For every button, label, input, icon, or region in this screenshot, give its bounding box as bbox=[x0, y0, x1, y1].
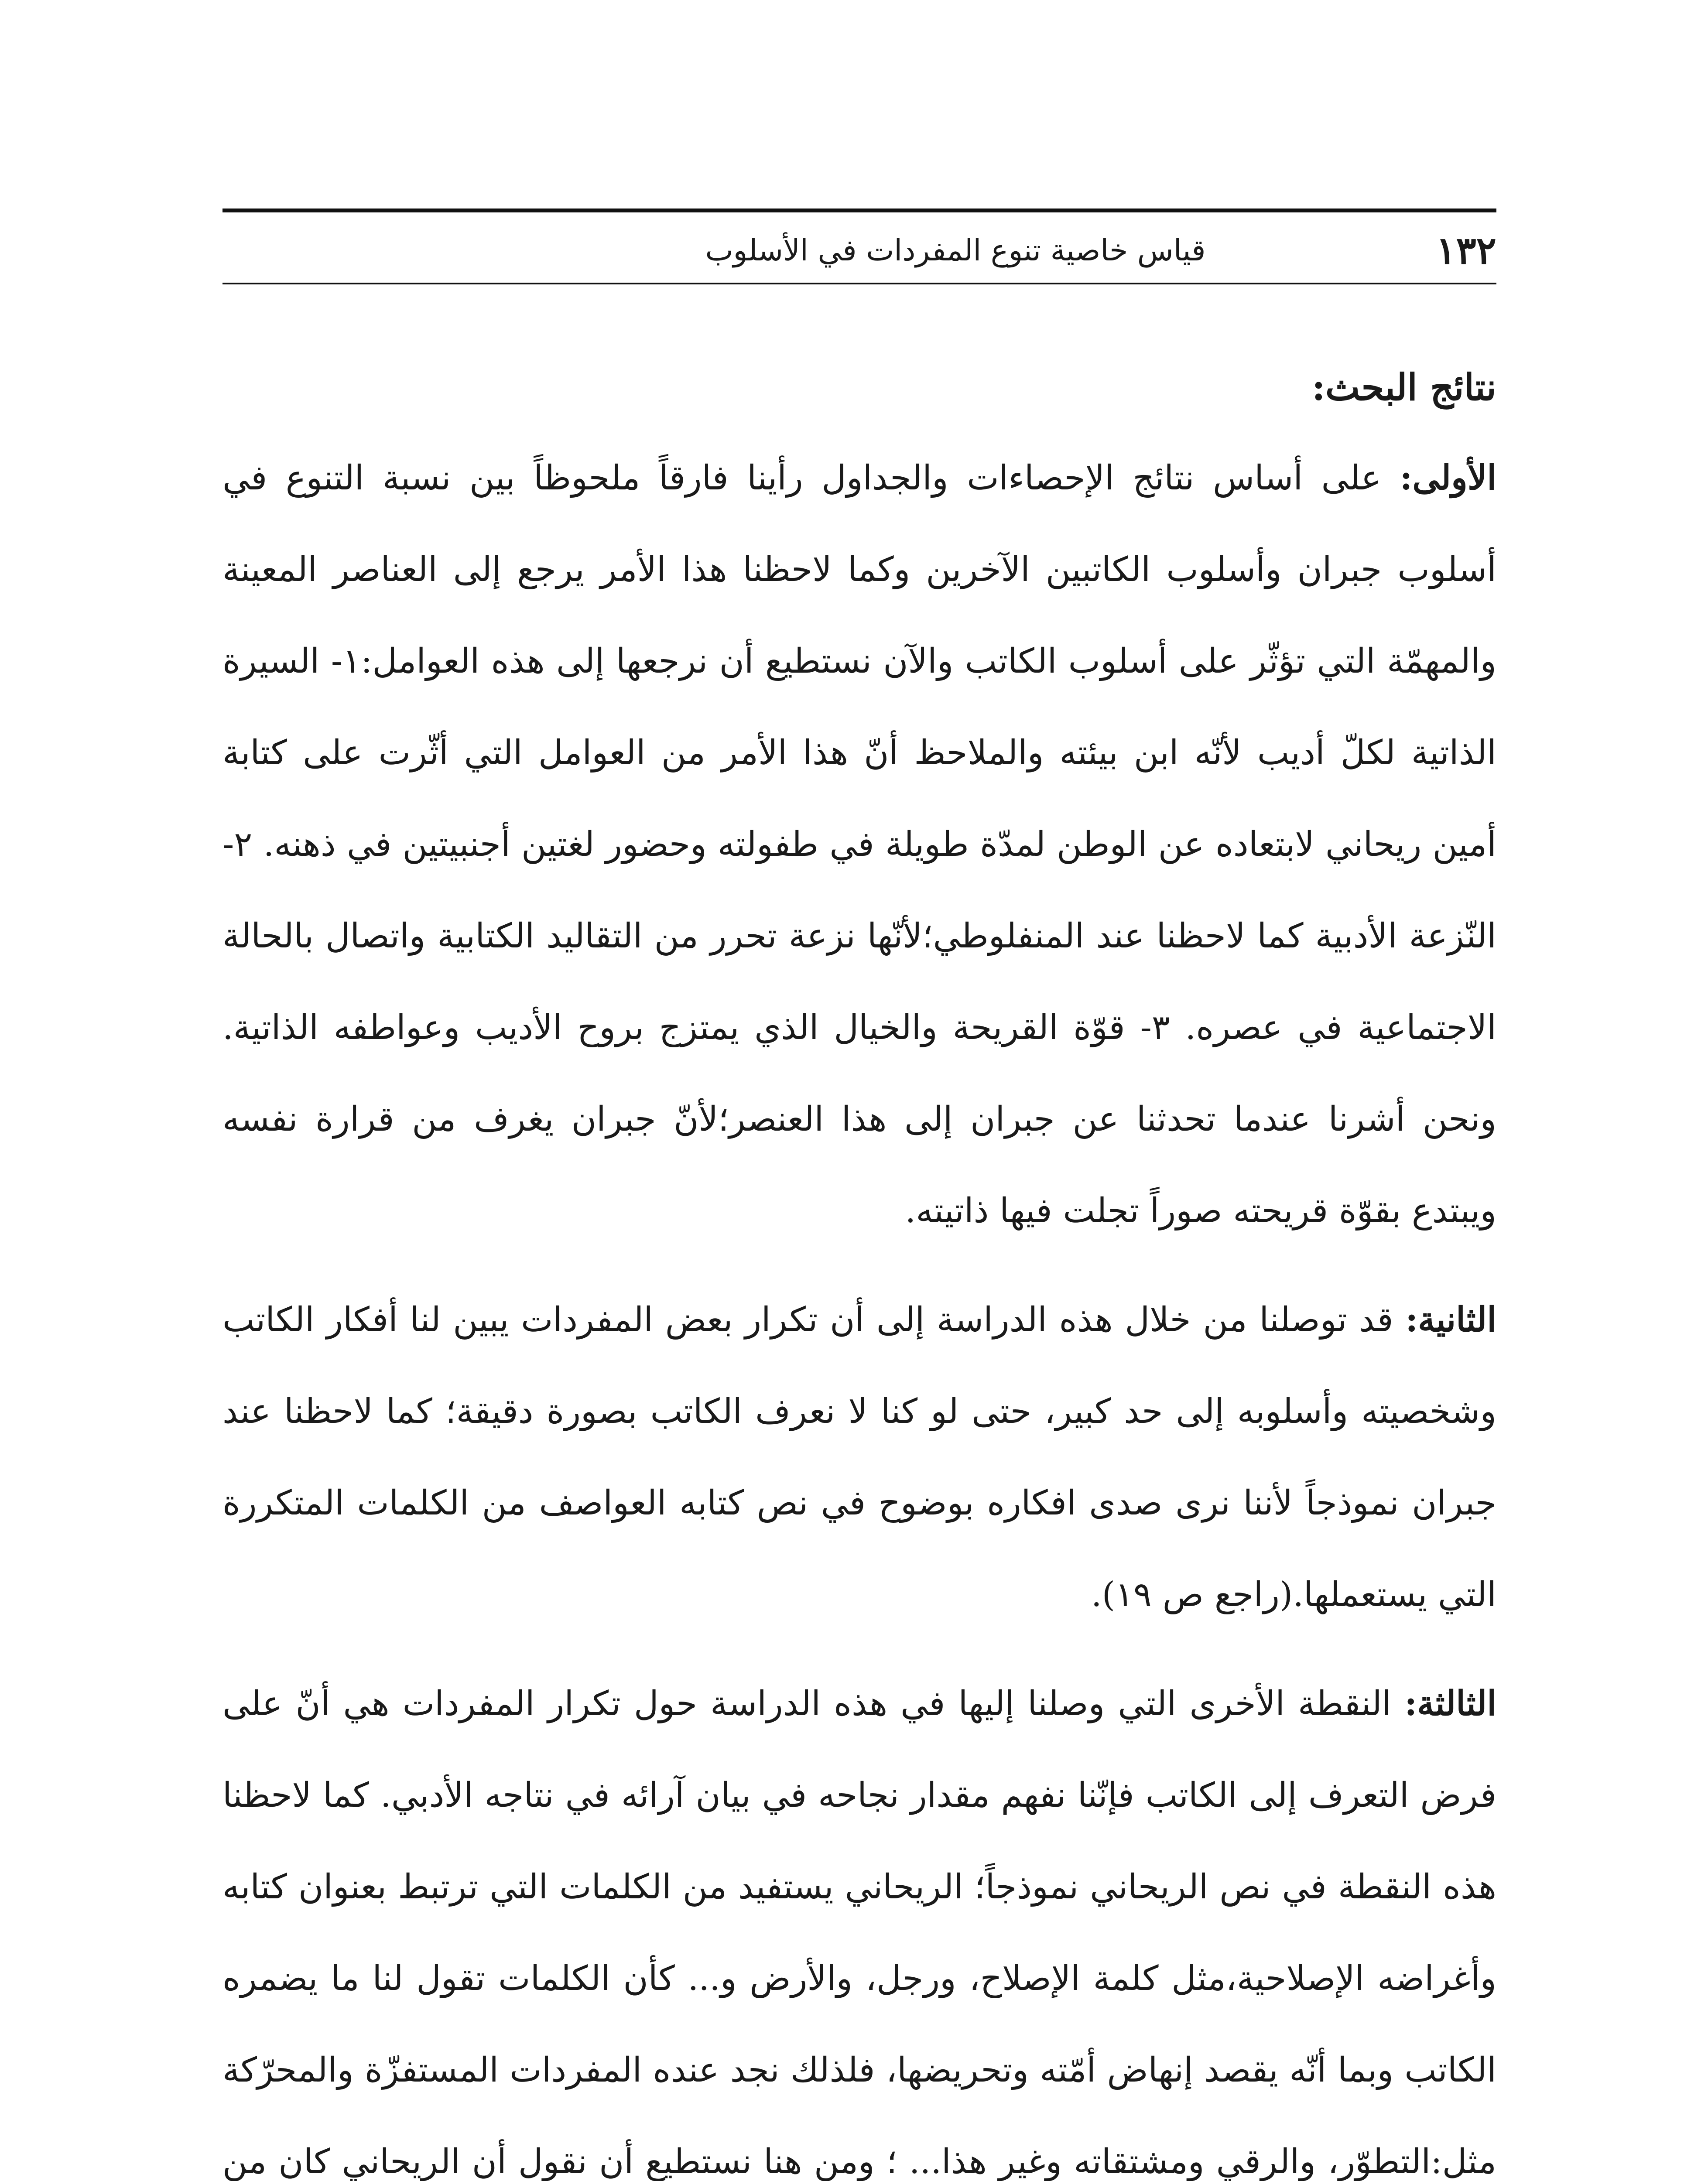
header-top-rule bbox=[222, 209, 1496, 212]
section-heading: نتائج البحث: bbox=[1311, 366, 1496, 409]
paragraph-text: قد توصلنا من خلال هذه الدراسة إلى أن تكرار بعض المفردات يبين لنا أفكار الكاتب وشخصيته وأسلوبه إلى حد كبير، حتى لو كنا لا نعرف الكاتب بصورة دقيقة؛ كما لاحظنا عند جبران نموذجاً لأننا نرى صدى افكاره بوضوح في نص كتابه العواصف من الكلمات المتكررة التي يستعملها.(راجع ص ١٩). bbox=[222, 1300, 1496, 1614]
paragraph-text: على أساس نتائج الإحصاءات والجداول رأينا فارقاً ملحوظاً بين نسبة التنوع في أسلوب جبران وأسلوب الكاتبين الآخرين وكما لاحظنا هذا الأمر يرجع إلى العناصر المعينة والمهمّة التي تؤثّر على أسلوب الكاتب والآن نستطيع أن نرجعها إلى هذه العوامل:١- السيرة الذاتية لكلّ أديب لأنّه ابن بيئته والملاحظ أنّ هذا الأمر من العوامل التي أثّرت على كتابة أمين ريحاني لابتعاده عن الوطن لمدّة طويلة في طفولته وحضور لغتين أجنبيتين في ذهنه. ٢- النّزعة الأدبية كما لاحظنا عند المنفلوطي؛لأنّها نزعة تحرر من التقاليد الكتابية واتصال بالحالة الاجتماعية في عصره. ٣- قوّة القريحة والخيال الذي يمتزج بروح الأديب وعواطفه الذاتية. ونحن أشرنا عندما تحدثنا عن جبران إلى هذا العنصر؛لأنّ جبران يغرف من قرارة نفسه ويبتدع بقوّة قريحته صوراً تجلت فيها ذاتيته. bbox=[222, 458, 1497, 1231]
paragraph-first bbox=[222, 432, 1496, 1257]
main-content bbox=[222, 349, 1496, 2181]
header-bottom-rule bbox=[222, 283, 1496, 284]
paragraph-lead: الثالثة: bbox=[1404, 1684, 1496, 1723]
paragraph-third bbox=[222, 1658, 1496, 2181]
page-number: ١٣٢ bbox=[1436, 229, 1496, 273]
paragraph-second bbox=[222, 1274, 1496, 1641]
paragraph-text: النقطة الأخرى التي وصلنا إليها في هذه الدراسة حول تكرار المفردات هي أنّ على فرض التعرف إلى الكاتب فإنّنا نفهم مقدار نجاحه في بيان آرائه في نتاجه الأدبي. كما لاحظنا هذه النقطة في نص الريحاني نموذجاً؛ الريحاني يستفيد من الكلمات التي ترتبط بعنوان كتابه وأغراضه الإصلاحية،مثل كلمة الإصلاح، ورجل، والأرض و... كأن الكلمات تقول لنا ما يضمره الكاتب وبما أنّه يقصد إنهاض أمّته وتحريضها، فلذلك نجد عنده المفردات المستفزّة والمحرّكة مثل:التطوّر، والرقي ومشتقاته وغير هذا... ؛ ومن هنا نستطيع أن نقول أن الريحاني كان من bbox=[222, 1684, 1496, 2181]
page-header bbox=[222, 227, 1496, 275]
paragraph-lead: الأولى: bbox=[1400, 458, 1496, 498]
running-title: قياس خاصية تنوع المفردات في الأسلوب bbox=[705, 233, 1206, 268]
paragraph-lead: الثانية: bbox=[1405, 1300, 1496, 1340]
